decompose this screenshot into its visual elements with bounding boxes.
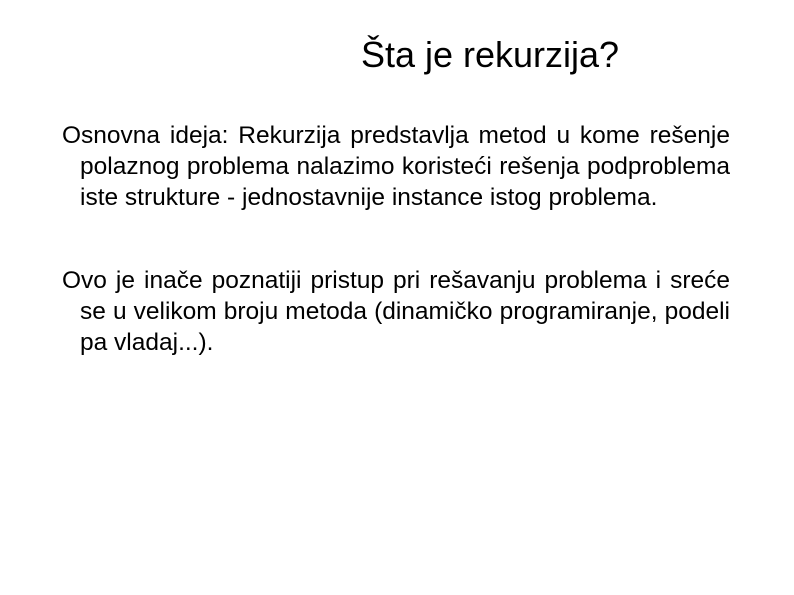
paragraph-text: : Rekurzija predstavlja metod u kome rešenje polaznog problema nalazimo koristeći rešenja podproblema iste strukture - jednostavnije instance istog problema. (80, 122, 730, 211)
paragraph-lead: Osnovna ideja (62, 122, 222, 149)
paragraph-text: Ovo je inače poznatiji pristup pri rešavanju problema i sreće se u velikom broju metoda (dinamičko programiranje, podeli pa vladaj...). (62, 267, 730, 356)
paragraph-usage (62, 265, 730, 358)
slide-title: Šta je rekurzija? (360, 34, 620, 75)
paragraph-definition (62, 120, 730, 213)
slide-body (62, 120, 730, 358)
